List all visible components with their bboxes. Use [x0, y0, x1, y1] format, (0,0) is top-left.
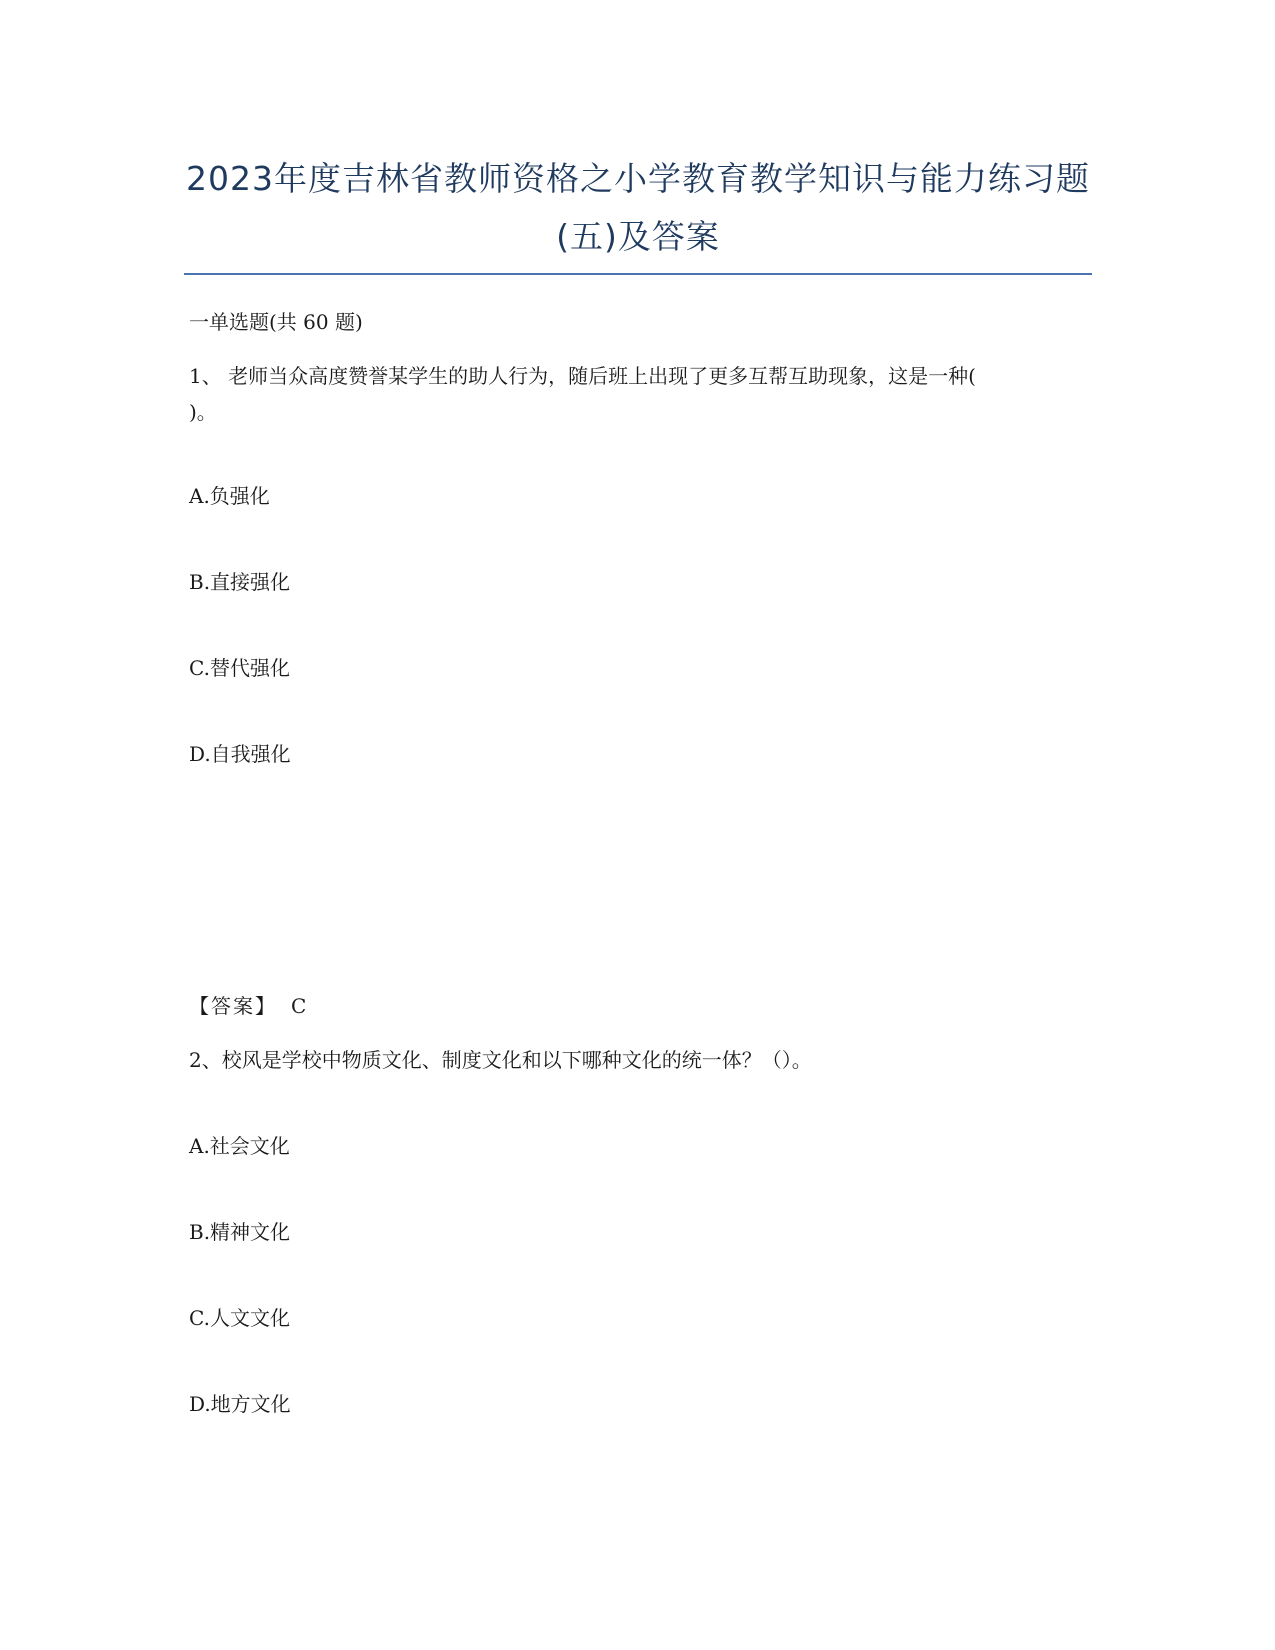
question-1-number: 1、: [189, 364, 222, 388]
question-1-answer: [189, 988, 306, 1024]
question-1-option-c: C.替代强化: [189, 656, 290, 680]
question-2-number: 2、: [189, 1048, 222, 1072]
question-2: [189, 1042, 1089, 1078]
question-1-option-a: A.负强化: [189, 484, 270, 508]
question-1-option-d: D.自我强化: [189, 742, 291, 766]
title-divider: [184, 273, 1092, 275]
question-2-text: 校风是学校中物质文化、制度文化和以下哪种文化的统一体？（）。: [221, 1048, 812, 1072]
question-2-option-d: D.地方文化: [189, 1392, 291, 1416]
question-1-text: 老师当众高度赞誉某学生的助人行为，随后班上出现了更多互帮互助现象，这是一种( )。: [189, 364, 976, 424]
answer-value: C: [291, 994, 307, 1018]
question-2-option-b: B.精神文化: [189, 1220, 291, 1244]
document-title: 2023年度吉林省教师资格之小学教育教学知识与能力练习题(五)及答案: [186, 159, 1090, 256]
question-2-option-a: A.社会文化: [189, 1134, 290, 1158]
question-1: [189, 358, 1089, 430]
question-2-option-c: C.人文文化: [189, 1306, 290, 1330]
answer-label: 【答案】: [189, 994, 277, 1018]
section-heading: 一单选题(共 60 题): [189, 310, 363, 334]
question-1-option-b: B.直接强化: [189, 570, 291, 594]
